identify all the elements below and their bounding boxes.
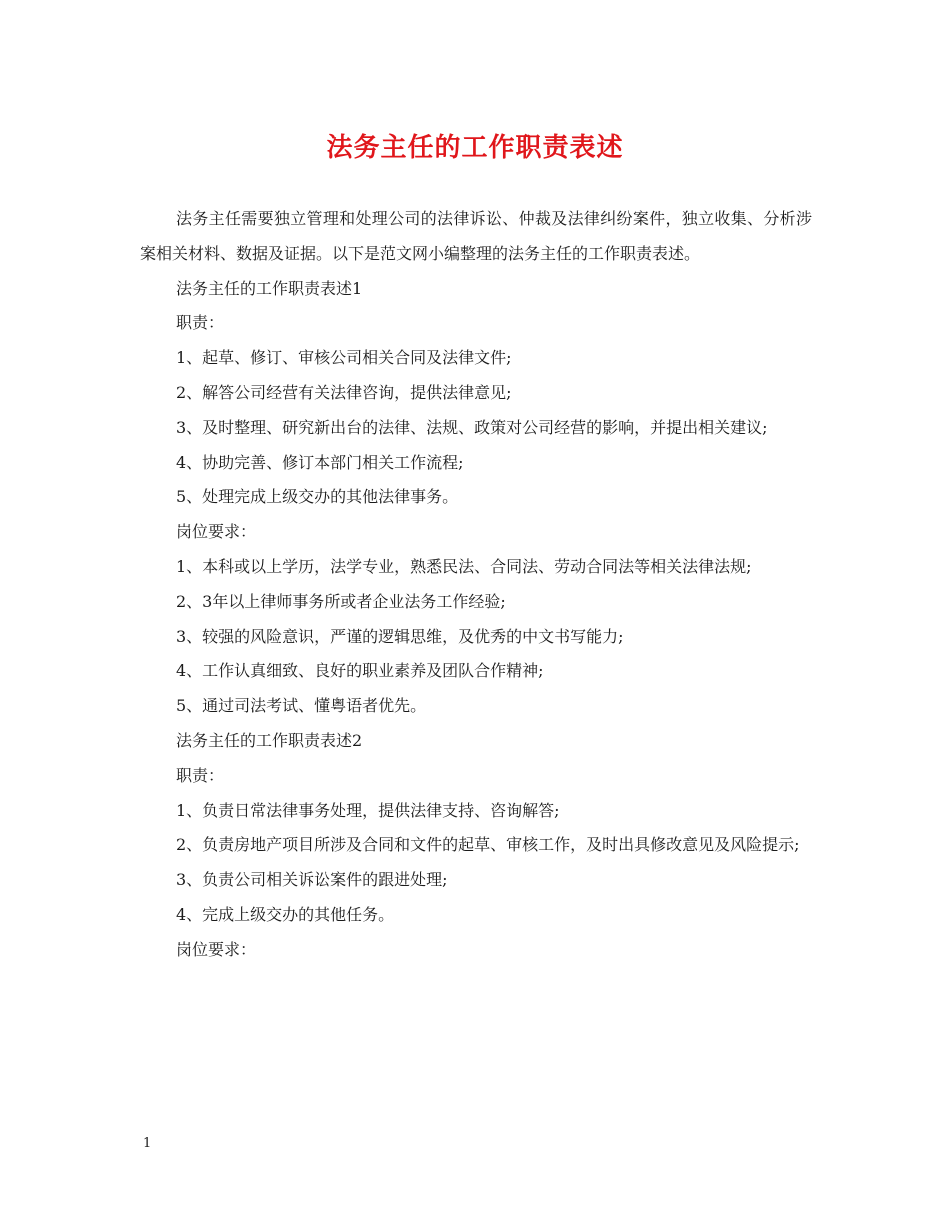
requirement-item-1-2: 2、3年以上律师事务所或者企业法务工作经验;: [176, 591, 506, 611]
requirement-item-1-1: 1、本科或以上学历，法学专业，熟悉民法、合同法、劳动合同法等相关法律法规;: [176, 556, 752, 576]
duty-item-1-2: 2、解答公司经营有关法律咨询，提供法律意见;: [176, 382, 512, 402]
section-heading-1: 法务主任的工作职责表述1: [176, 278, 363, 298]
duties-label-2: 职责：: [176, 765, 225, 785]
requirements-label-2: 岗位要求：: [176, 939, 257, 959]
duty-item-1-3: 3、及时整理、研究新出台的法律、法规、政策对公司经营的影响，并提出相关建议;: [176, 417, 768, 437]
duty-item-1-5: 5、处理完成上级交办的其他法律事务。: [176, 487, 459, 507]
requirement-item-1-3: 3、较强的风险意识，严谨的逻辑思维，及优秀的中文书写能力;: [176, 626, 624, 646]
duty-item-2-1: 1、负责日常法律事务处理，提供法律支持、咨询解答;: [176, 800, 560, 820]
document-body: [140, 202, 812, 968]
requirements-label-1: 岗位要求：: [176, 522, 257, 542]
intro-paragraph: 法务主任需要独立管理和处理公司的法律诉讼、仲裁及法律纠纷案件，独立收集、分析涉案相关材料、数据及证据。以下是范文网小编整理的法务主任的工作职责表述。: [140, 209, 812, 263]
section-heading-2: 法务主任的工作职责表述2: [176, 730, 363, 750]
requirement-item-1-4: 4、工作认真细致、良好的职业素养及团队合作精神;: [176, 661, 544, 681]
duties-label-1: 职责：: [176, 313, 225, 333]
requirement-item-1-5: 5、通过司法考试、懂粤语者优先。: [176, 696, 427, 716]
document-title: 法务主任的工作职责表述: [326, 133, 624, 163]
duty-item-2-4: 4、完成上级交办的其他任务。: [176, 904, 395, 924]
duty-item-1-1: 1、起草、修订、审核公司相关合同及法律文件;: [176, 348, 512, 368]
page-number: 1: [143, 1136, 152, 1151]
duty-item-2-2: 2、负责房地产项目所涉及合同和文件的起草、审核工作，及时出具修改意见及风险提示;: [176, 835, 800, 855]
duty-item-2-3: 3、负责公司相关诉讼案件的跟进处理;: [176, 870, 448, 890]
duty-item-1-4: 4、协助完善、修订本部门相关工作流程;: [176, 452, 464, 472]
